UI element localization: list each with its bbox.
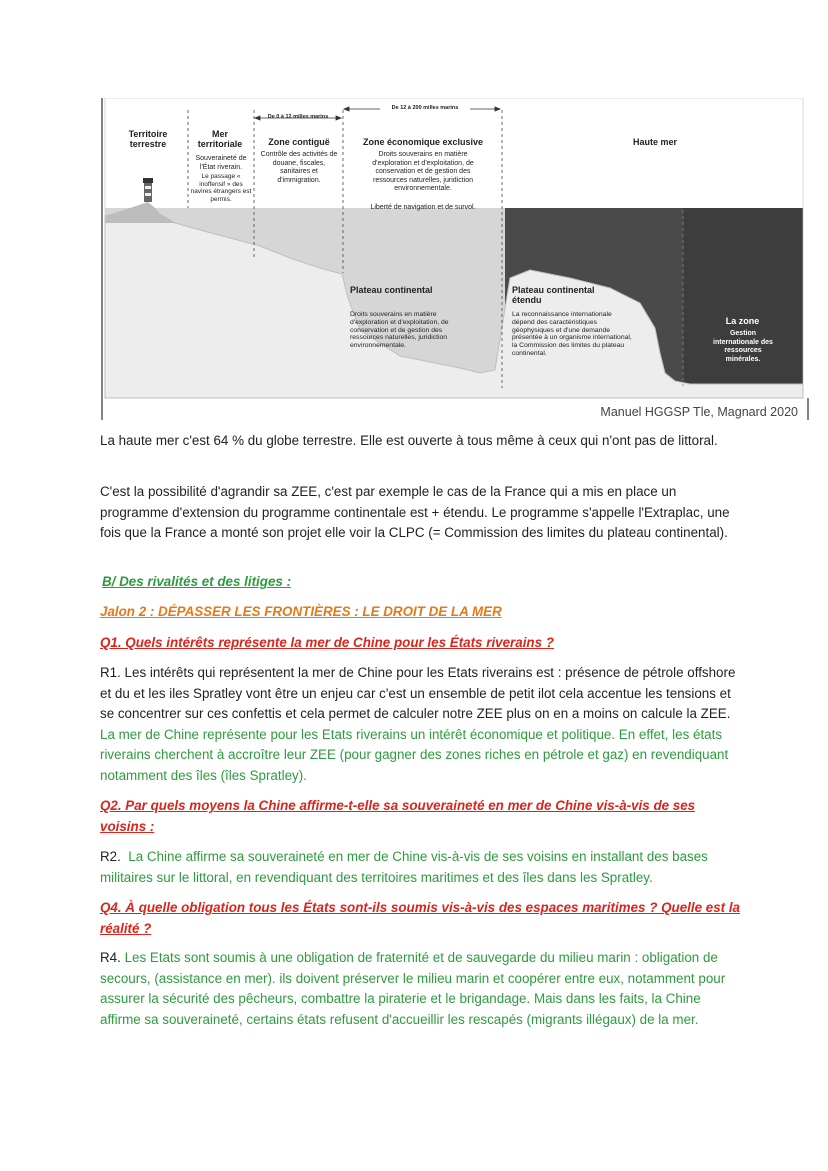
arrow-short-label: De 0 à 12 milles marins — [267, 114, 329, 120]
figure-credit: Manuel HGGSP Tle, Magnard 2020 — [600, 405, 798, 419]
question-text: Q1. Quels intérêts représente la mer de Chine pour les États riverains ? — [100, 635, 554, 650]
zone-contigue-desc: Contrôle des activités de douane, fiscales, sanitaires et d'immigration. — [260, 151, 338, 184]
haute-mer-title: Haute mer — [632, 137, 677, 147]
paragraph-text: C'est la possibilité d'agrandir sa ZEE, c'est par exemple le cas de la France qui a mis en place un programme d'extension du programme continentale est + étendu. Le programme s'appelle l'Extraplac, une fois que la France a monté son projet elle voir la CLPC (= Commission des limites du plateau continental). — [100, 484, 730, 541]
answer-correction: La Chine affirme sa souveraineté en mer de Chine vis-à-vis de ses voisins en installant des bases militaires sur le littoral, en revendiquant des territoires maritimes et des îles dans les Spratley. — [100, 849, 708, 885]
la-zone-title: La zone — [725, 316, 760, 326]
mer-territoriale-desc: Souveraineté de l'État riverain. — [195, 155, 247, 171]
jalon-title: Jalon 2 : DÉPASSER LES FRONTIÈRES : LE DROIT DE LA MER — [100, 604, 502, 619]
jalon-heading — [100, 602, 740, 623]
zee-liberty: Liberté de navigation et de survol. — [370, 204, 476, 211]
answer-prefix: R2. — [100, 849, 121, 864]
mer-territoriale-passage: Le passage « inoffensif » des navires étrangers est permis. — [190, 173, 252, 203]
section-title: B/ Des rivalités et des litiges : — [102, 574, 292, 589]
answer-correction: La mer de Chine représente pour les Etats riverains un intérêt économique et politique. En effet, les états riverains cherchent à accroître leur ZEE (pour gagner des zones riches en pétrole et gaz) en revendiquant notamment des îles (îles Spratley). — [100, 726, 729, 783]
la-zone-desc: Gestion internationale des ressources minérales. — [713, 330, 773, 363]
question-4 — [100, 898, 740, 939]
lighthouse-icon — [143, 178, 153, 202]
plateau-continental-title: Plateau continental — [350, 285, 433, 295]
answer-text: R1. Les intérêts qui représentent la mer de Chine pour les Etats riverains est : présence de pétrole offshore et du et les iles Spratley vont être un enjeu car c'est un ensemble de petit ilot cela accentue les tensions et se concentrer sur ces confettis et cela permet de calculer notre ZEE plus on en a moins on calcule la ZEE. — [100, 665, 736, 722]
maritime-zones-figure — [100, 98, 810, 420]
paragraph-haute-mer — [100, 431, 740, 452]
mer-territoriale-title: Mer territoriale — [197, 129, 243, 149]
answer-prefix: R4. — [100, 950, 121, 965]
plateau-etendu-title: Plateau continental étendu — [512, 285, 595, 305]
answer-4 — [100, 948, 740, 1030]
section-heading-b — [100, 572, 740, 593]
paragraph-text: La haute mer c'est 64 % du globe terrestre. Elle est ouverte à tous même à ceux qui n'ont pas de littoral. — [100, 433, 718, 448]
paragraph-zee-extension — [100, 482, 740, 544]
answer-2 — [100, 847, 740, 888]
answer-correction: Les Etats sont soumis à une obligation de fraternité et de sauvegarde du milieu marin : obligation de secours, (assistance en mer). ils doivent préserver le milieu marin et coopérer entre eux, notamment pour assurer la sécurité des pêcheurs, combattre la piraterie et le brigandage. Mais dans les faits, la Chine affirme sa souveraineté, certains états refusent d'accueillir les rescapés (migrants illégaux) de la mer. — [100, 950, 726, 1027]
answer-1 — [100, 663, 740, 787]
plateau-continental-desc: Droits souverains en matière d'exploration et d'exploitation, de conservation et de gestion des ressources naturelles, juridiction environnementale. — [350, 311, 449, 350]
question-text: Q2. Par quels moyens la Chine affirme-t-elle sa souveraineté en mer de Chine vis-à-vis de ses voisins : — [100, 798, 696, 834]
question-text: Q4. À quelle obligation tous les États sont-ils soumis vis-à-vis des espaces maritimes ? Quelle est la réalité ? — [100, 900, 740, 936]
question-1 — [100, 633, 740, 654]
zee-title: Zone économique exclusive — [362, 137, 484, 147]
zee-desc: Droits souverains en matière d'exploration et d'exploitation, de conservation et de gestion des ressources naturelles, juridiction environnementale. — [372, 151, 474, 192]
question-2 — [100, 796, 740, 837]
zone-contigue-title: Zone contiguë — [268, 137, 330, 147]
arrow-long-label: De 12 à 200 milles marins — [380, 105, 470, 111]
plateau-etendu-desc: La reconnaissance internationale dépend des caractéristiques géophysiques et d'une demande présentée à un organisme international, la Commission des limites du plateau continental. — [512, 311, 632, 357]
territoire-title: Territoire terrestre — [128, 129, 168, 149]
